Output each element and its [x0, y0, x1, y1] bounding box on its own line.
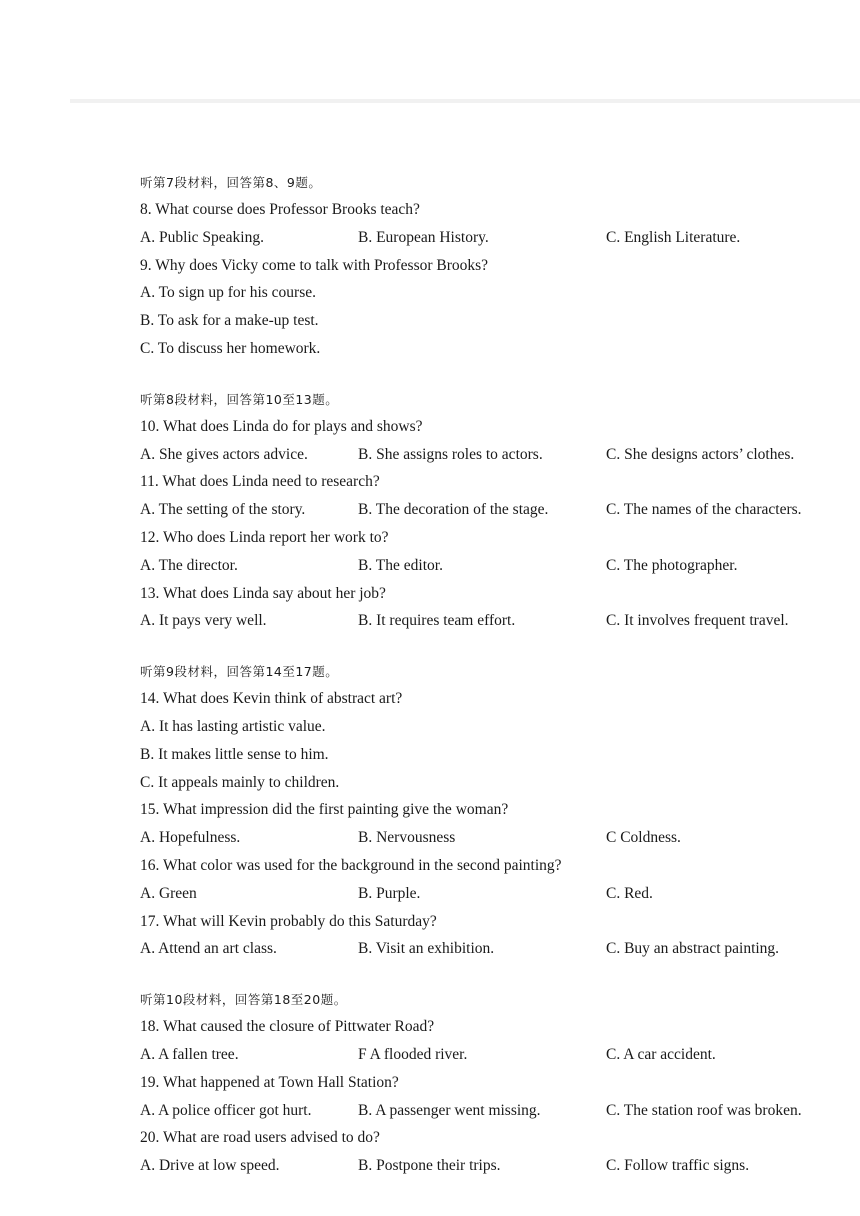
answer-option-a: A. Public Speaking.: [140, 228, 264, 246]
answer-options-row: [140, 441, 855, 469]
answer-options-row: [140, 552, 855, 580]
listening-section: [140, 659, 855, 963]
answer-option-b: B. A passenger went missing.: [358, 1101, 541, 1119]
answer-option-c: C. It involves frequent travel.: [606, 612, 789, 630]
answer-option-c: C. Buy an abstract painting.: [606, 940, 780, 958]
question-text: 14. What does Kevin think of abstract art?: [140, 690, 403, 708]
answer-option-b: B. Nervousness: [358, 829, 456, 847]
answer-option-b: F A flooded river.: [358, 1045, 468, 1063]
answer-options-row: [140, 496, 855, 524]
answer-option-a: A. The director.: [140, 556, 238, 574]
exam-page: [140, 170, 855, 1204]
listening-section: [140, 387, 855, 635]
answer-option: C. To discuss her homework.: [140, 339, 321, 357]
answer-option-b: B. It requires team effort.: [358, 612, 516, 630]
section-title: 听第10段材料，回答第18至20题。: [140, 992, 347, 1008]
answer-options-row: [140, 607, 855, 635]
answer-options-row: [140, 224, 855, 252]
answer-option-c: C. A car accident.: [606, 1045, 716, 1063]
answer-option-c: C. Follow traffic signs.: [606, 1157, 750, 1175]
answer-option-b: B. Purple.: [358, 884, 421, 902]
answer-option-b: B. Visit an exhibition.: [358, 940, 495, 958]
answer-option-c: C. She designs actors’ clothes.: [606, 445, 795, 463]
answer-option-a: A. Green: [140, 884, 197, 902]
answer-option-c: C Coldness.: [606, 829, 681, 847]
answer-option-c: C. The station roof was broken.: [606, 1101, 802, 1119]
answer-option-a: A. It pays very well.: [140, 612, 267, 630]
question-text: 11. What does Linda need to research?: [140, 473, 380, 491]
answer-option-b: B. The decoration of the stage.: [358, 501, 549, 519]
question-text: 17. What will Kevin probably do this Saturday?: [140, 912, 437, 930]
question-text: 10. What does Linda do for plays and shows?: [140, 417, 423, 435]
top-divider: [70, 99, 860, 103]
answer-option-b: B. She assigns roles to actors.: [358, 445, 543, 463]
answer-option: B. To ask for a make-up test.: [140, 312, 319, 330]
answer-options-row: [140, 935, 855, 963]
answer-option: C. It appeals mainly to children.: [140, 773, 340, 791]
answer-option-b: B. European History.: [358, 228, 489, 246]
answer-option-b: B. Postpone their trips.: [358, 1157, 501, 1175]
answer-options-row: [140, 1041, 855, 1069]
answer-option-c: C. The photographer.: [606, 556, 738, 574]
answer-option-b: B. The editor.: [358, 556, 443, 574]
listening-section: [140, 170, 855, 363]
listening-section: [140, 987, 855, 1180]
answer-options-row: [140, 1152, 855, 1180]
answer-option-a: A. Attend an art class.: [140, 940, 277, 958]
question-text: 8. What course does Professor Brooks teach?: [140, 201, 420, 218]
question-text: 20. What are road users advised to do?: [140, 1129, 380, 1147]
question-text: 18. What caused the closure of Pittwater Road?: [140, 1018, 435, 1036]
answer-option-a: A. A police officer got hurt.: [140, 1101, 312, 1119]
question-text: 12. Who does Linda report her work to?: [140, 528, 389, 546]
section-title: 听第9段材料，回答第14至17题。: [140, 664, 339, 680]
answer-option-a: A. The setting of the story.: [140, 501, 306, 519]
answer-option-a: A. She gives actors advice.: [140, 445, 308, 463]
section-title: 听第7段材料，回答第8、9题。: [140, 175, 322, 190]
answer-option-c: C. English Literature.: [606, 228, 741, 246]
answer-options-row: [140, 880, 855, 908]
answer-option: B. It makes little sense to him.: [140, 745, 329, 763]
answer-option-a: A. Hopefulness.: [140, 829, 241, 847]
answer-option: A. To sign up for his course.: [140, 284, 317, 302]
answer-option: A. It has lasting artistic value.: [140, 717, 326, 735]
answer-option-a: A. Drive at low speed.: [140, 1157, 280, 1175]
answer-options-row: [140, 1097, 855, 1125]
question-text: 13. What does Linda say about her job?: [140, 584, 386, 602]
question-text: 9. Why does Vicky come to talk with Professor Brooks?: [140, 256, 489, 274]
answer-option-a: A. A fallen tree.: [140, 1045, 239, 1063]
question-text: 15. What impression did the first painting give the woman?: [140, 801, 509, 819]
answer-option-c: C. The names of the characters.: [606, 501, 802, 519]
section-title: 听第8段材料，回答第10至13题。: [140, 391, 339, 407]
answer-options-row: [140, 824, 855, 852]
question-text: 16. What color was used for the background in the second painting?: [140, 856, 562, 874]
answer-option-c: C. Red.: [606, 884, 653, 902]
question-text: 19. What happened at Town Hall Station?: [140, 1073, 399, 1091]
